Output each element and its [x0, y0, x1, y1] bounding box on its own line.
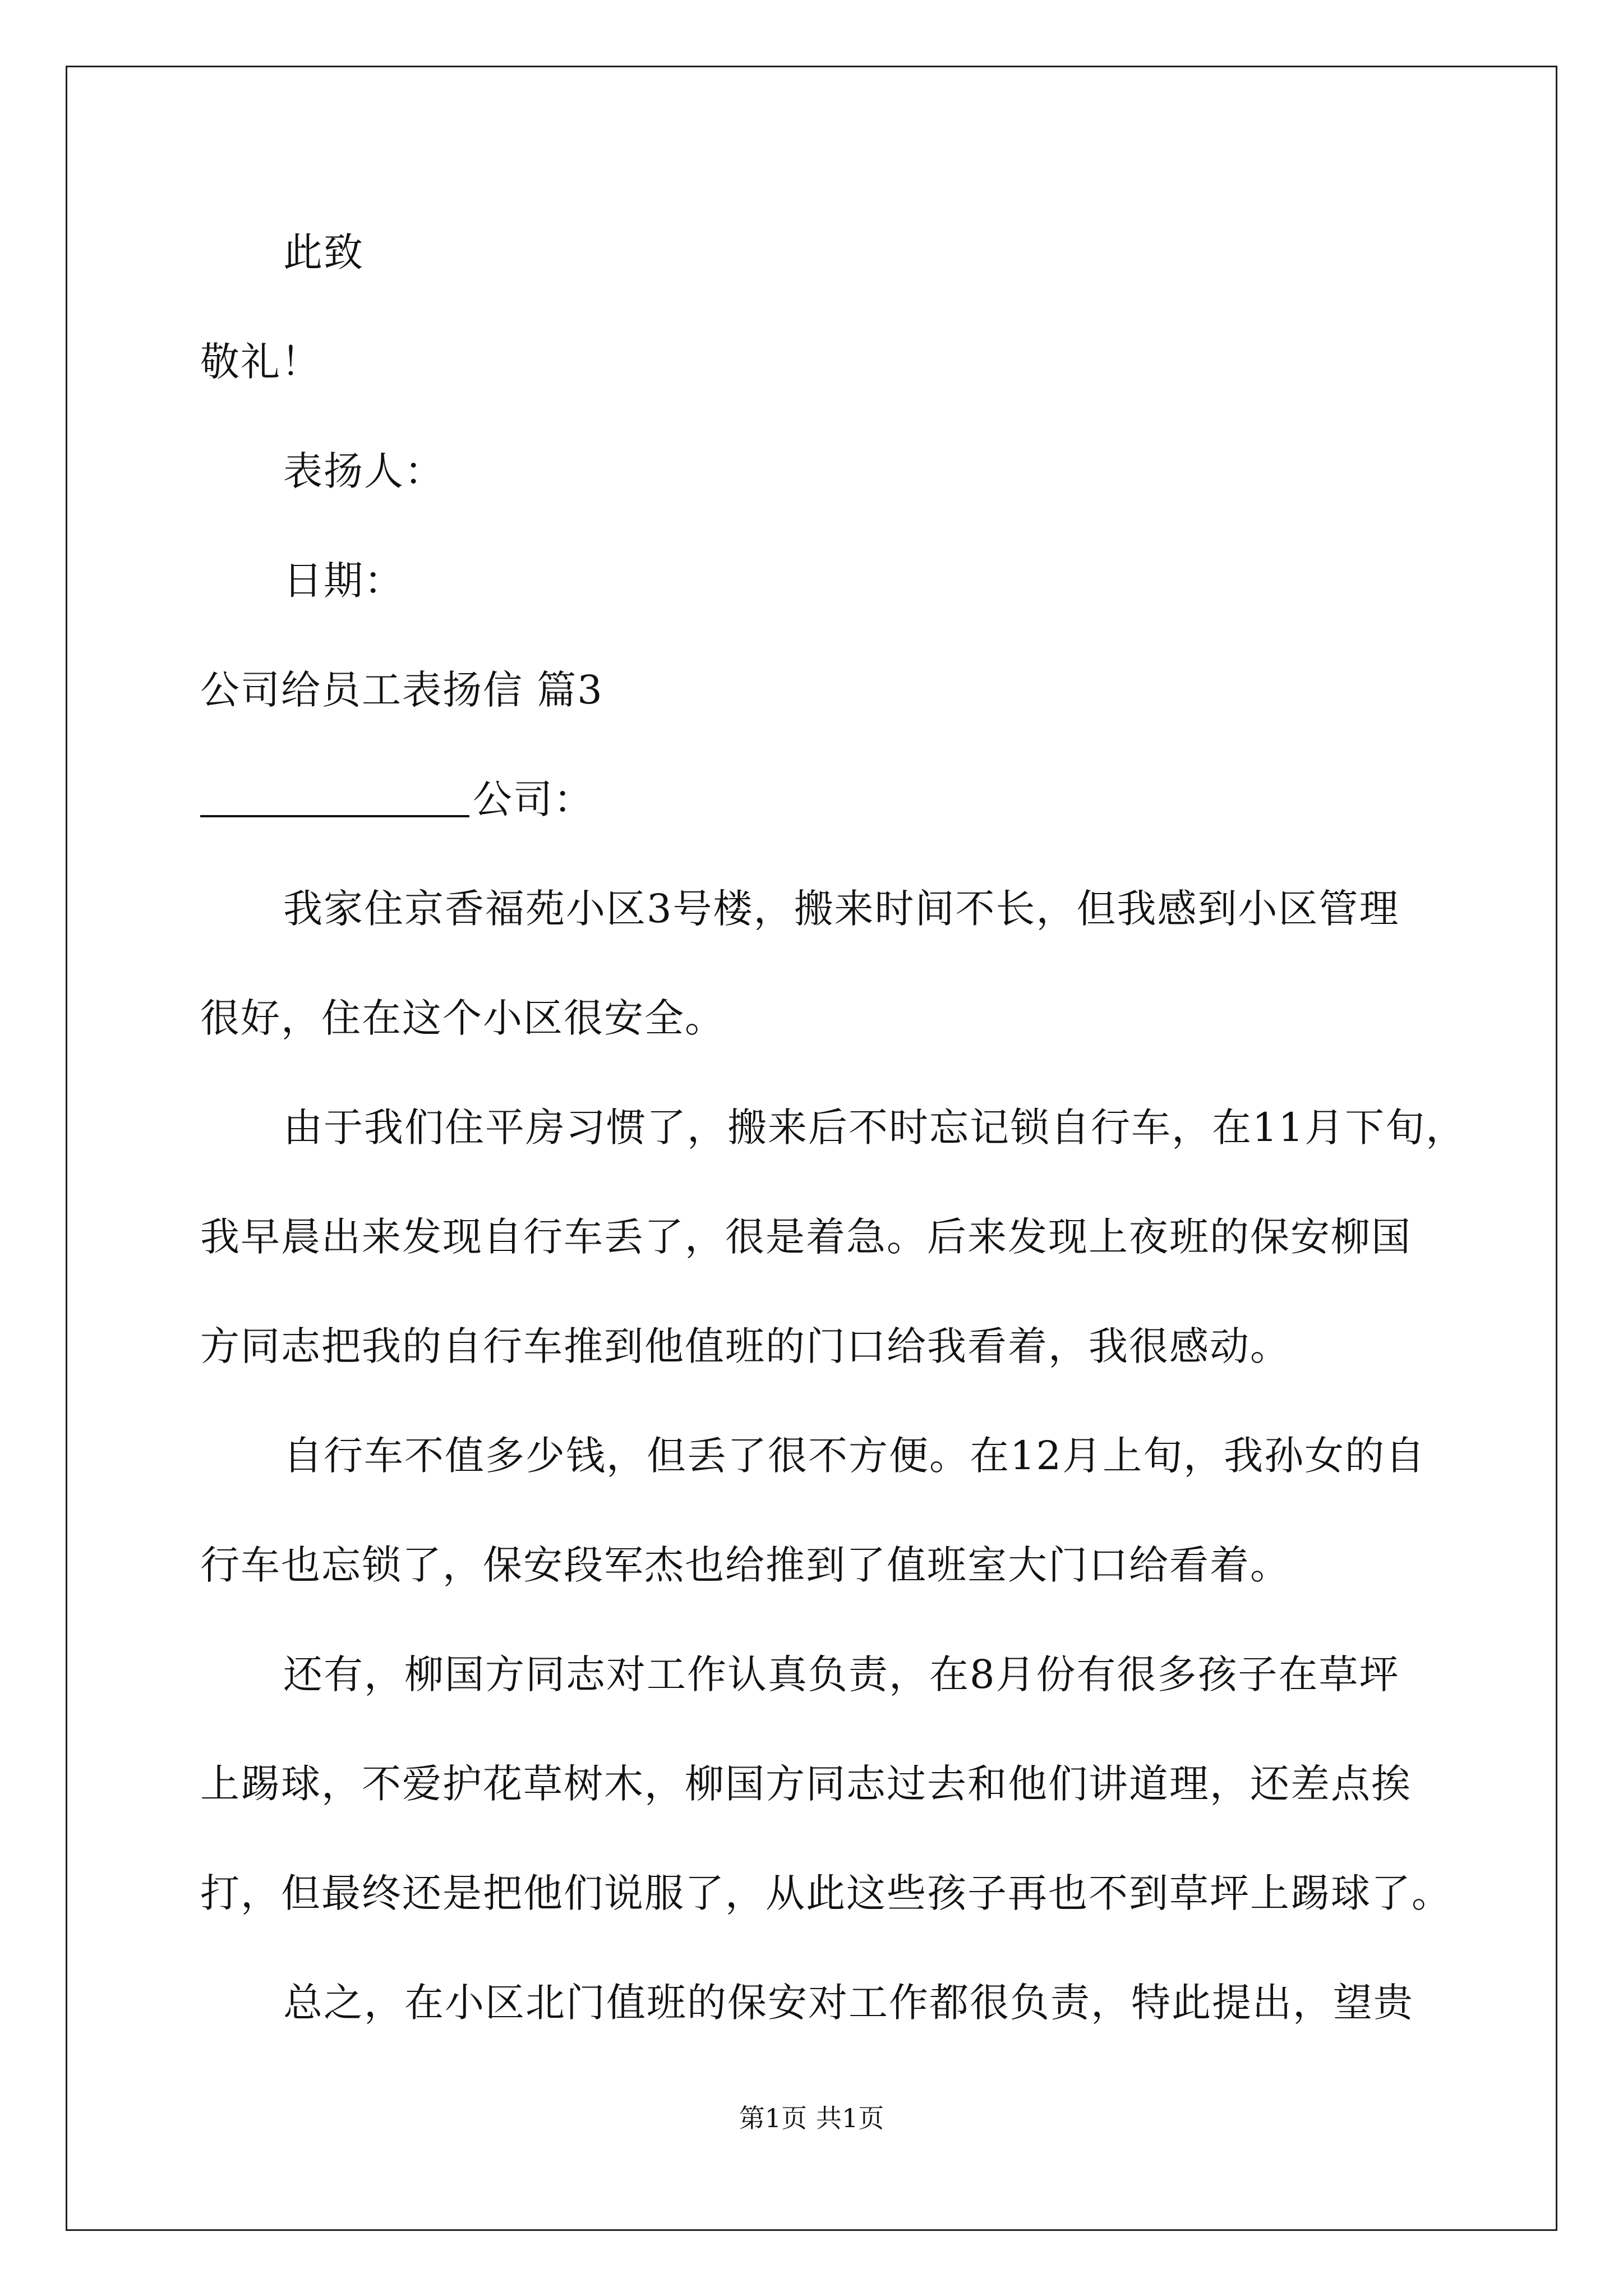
page-footer [0, 2102, 1623, 2134]
paragraph-line: 方同志把我的自行车推到他值班的门口给我看着，我很感动。 [200, 1323, 1290, 1369]
paragraph-line: 打，但最终还是把他们说服了，从此这些孩子再也不到草坪上踢球了。 [200, 1870, 1452, 1916]
page-total: 共1页 [816, 2103, 884, 2133]
addressee-suffix: 公司： [473, 776, 594, 822]
paragraph-line: 总之，在小区北门值班的保安对工作都很负责，特此提出，望贵 [283, 1980, 1414, 2026]
addressee-line [200, 777, 594, 822]
salutation: 此致 [283, 229, 364, 275]
commender-label: 表扬人： [283, 448, 445, 494]
page-number: 第1页 [739, 2103, 807, 2133]
paragraph-line: 上踢球，不爱护花草树木，柳国方同志过去和他们讲道理，还差点挨 [200, 1761, 1412, 1807]
paragraph-line: 我早晨出来发现自行车丢了，很是着急。后来发现上夜班的保安柳国 [200, 1214, 1412, 1260]
paragraph-line: 我家住京香福苑小区3号楼，搬来时间不长，但我感到小区管理 [283, 886, 1400, 932]
paragraph-line: 还有，柳国方同志对工作认真负责，在8月份有很多孩子在草坪 [283, 1651, 1400, 1697]
paragraph-line: 自行车不值多少钱，但丢了很不方便。在12月上旬，我孙女的自 [283, 1433, 1426, 1479]
section-heading: 公司给员工表扬信 篇3 [200, 667, 603, 713]
regards: 敬礼！ [200, 339, 321, 385]
addressee-blank [200, 777, 469, 817]
date-label: 日期： [283, 558, 404, 604]
paragraph-line: 行车也忘锁了，保安段军杰也给推到了值班室大门口给看着。 [200, 1542, 1290, 1588]
paragraph-line: 由于我们住平房习惯了，搬来后不时忘记锁自行车，在11月下旬， [283, 1105, 1467, 1151]
paragraph-line: 很好，住在这个小区很安全。 [200, 995, 725, 1041]
